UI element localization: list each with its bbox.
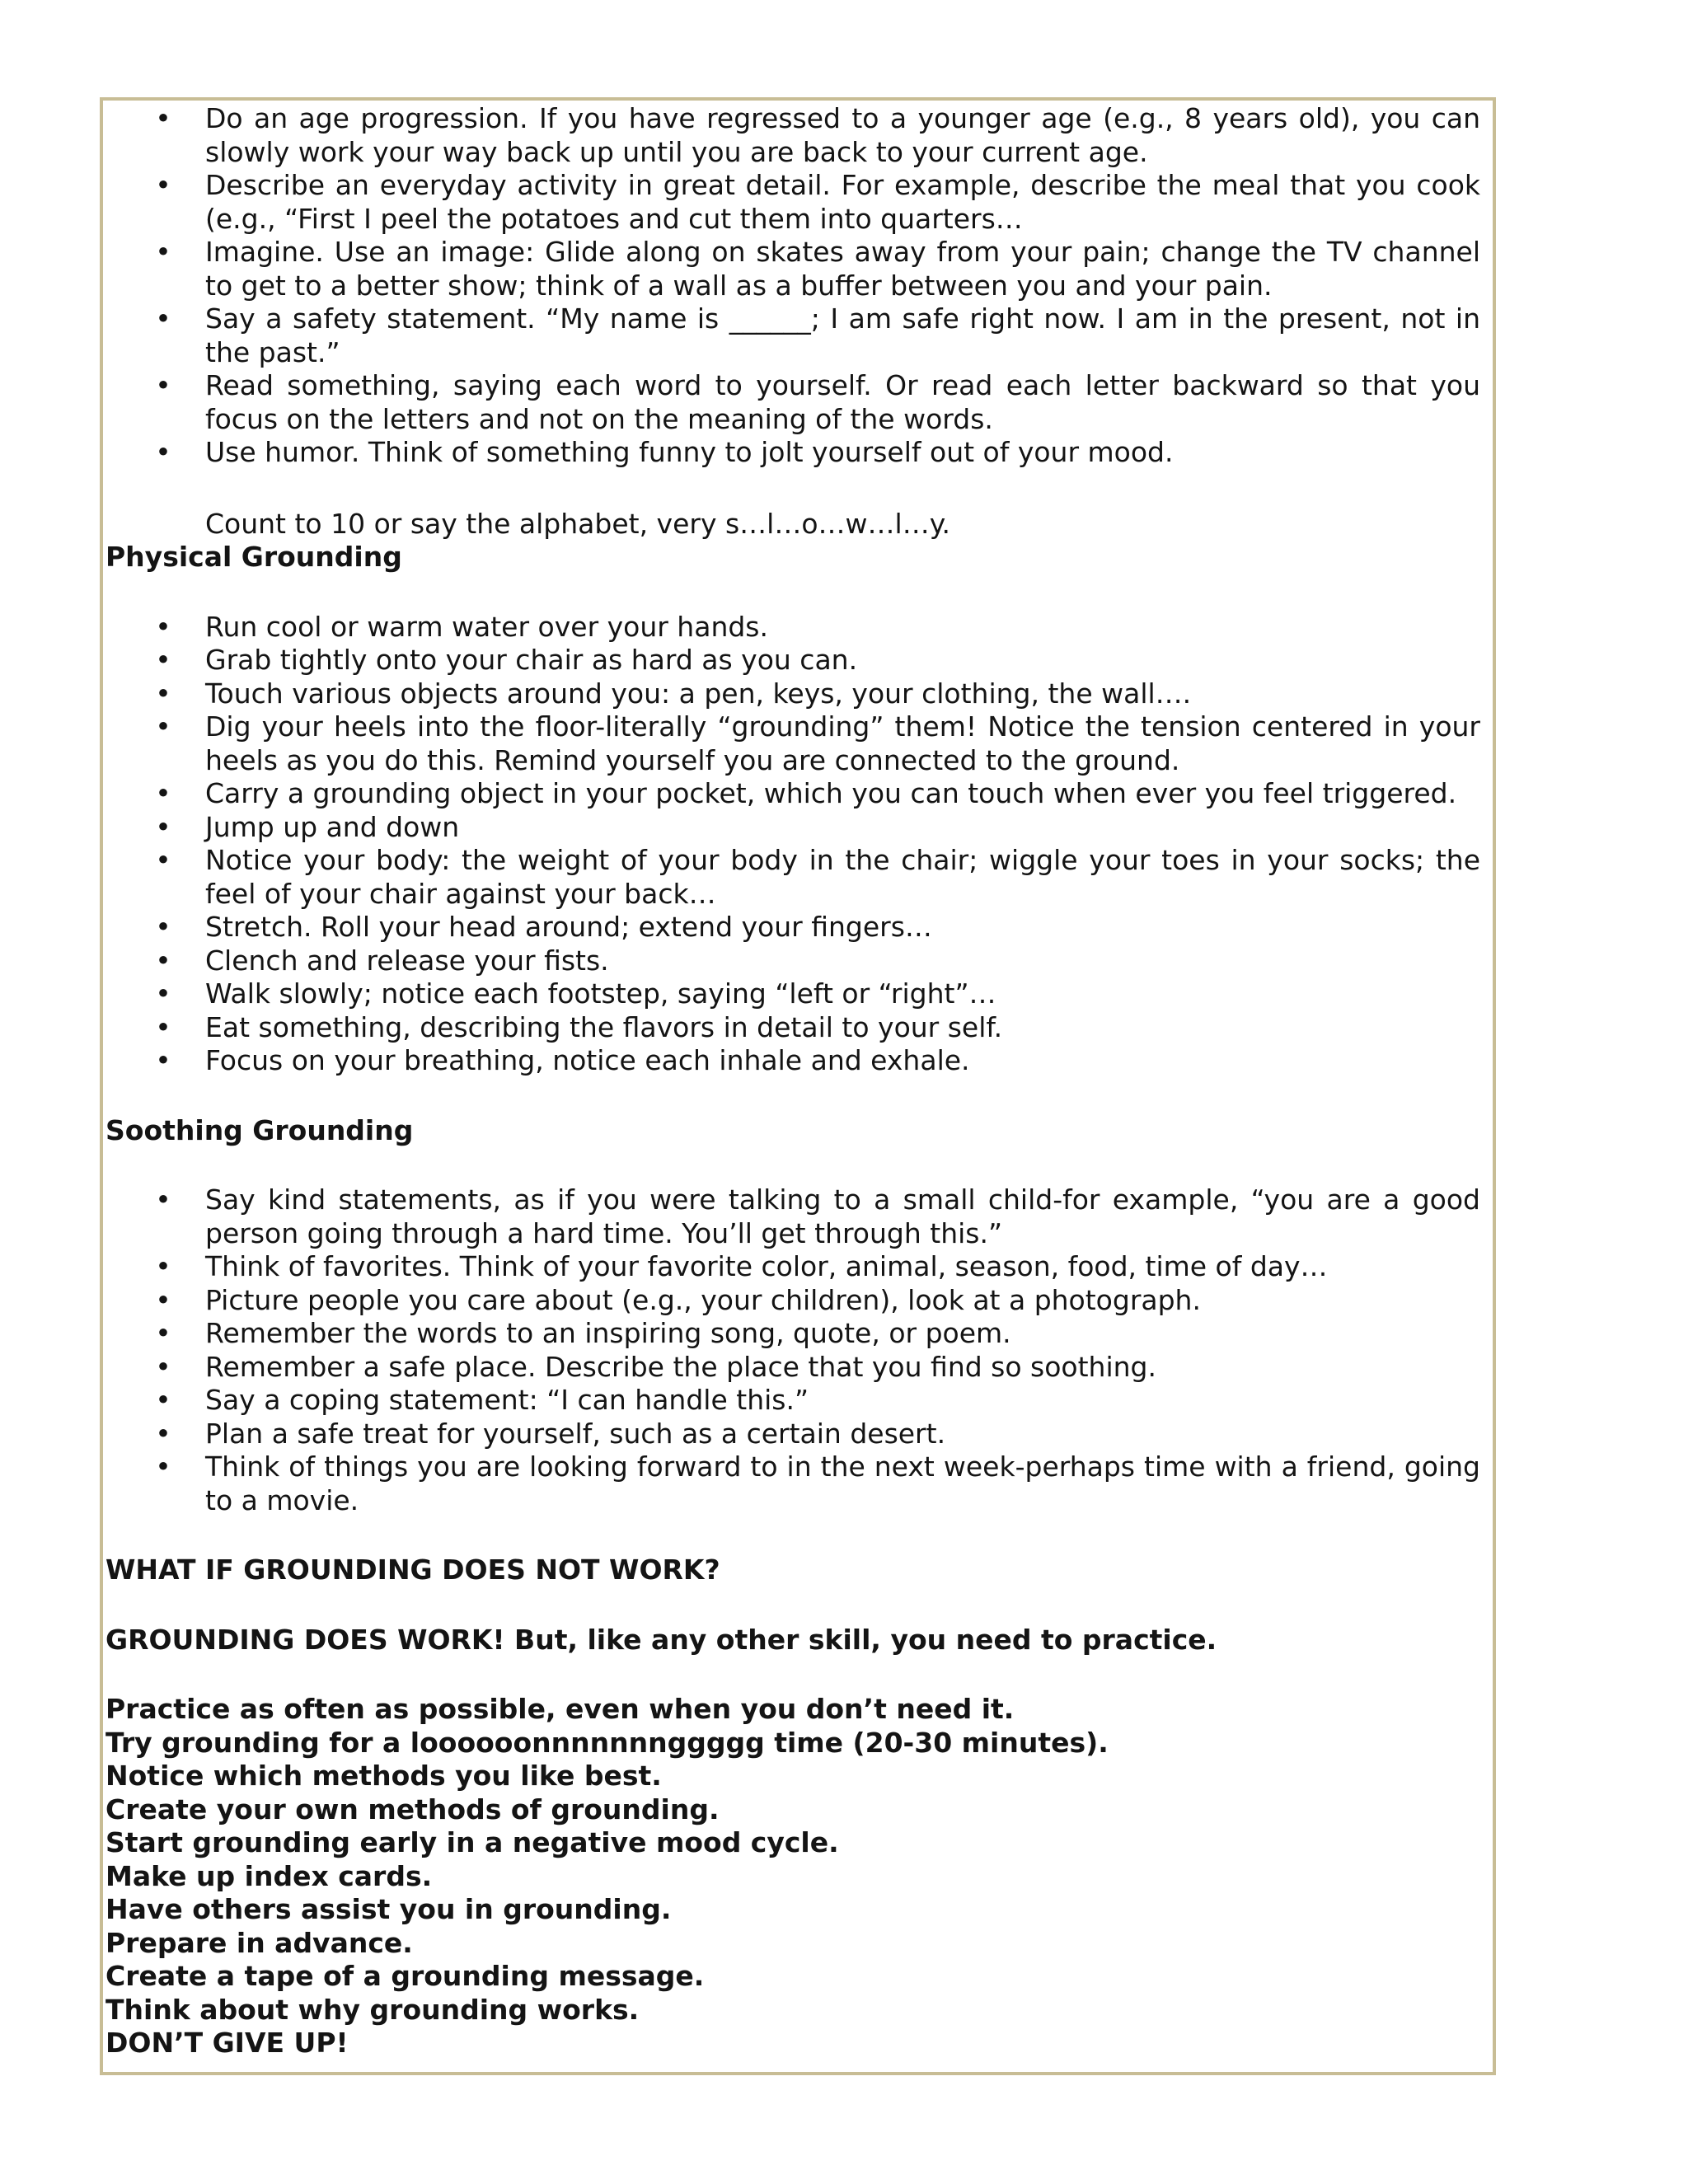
practice-tips [106,1693,1480,2060]
spacer [106,1078,1480,1114]
list-item: • Notice your body: the weight of your body in the chair; wiggle your toes in your socks; the feel of your chair against your back… [155,844,1480,910]
list-item: • Walk slowly; notice each footstep, saying “left or “right”… [155,977,996,1010]
count-line: Count to 10 or say the alphabet, very s…l…o…w…l…y. [205,507,951,540]
practice-tip: Notice which methods you like best. [106,1760,662,1792]
list-item: • Remember the words to an inspiring song, quote, or poem. [155,1317,1011,1349]
does-work-heading: GROUNDING DOES WORK! But, like any other skill, you need to practice. [106,1623,1217,1656]
list-item: • Say a safety statement. “My name is ______; I am safe right now. I am in the present, not in the past.” [155,302,1480,368]
spacer [106,1657,1480,1693]
bullet-icon: • [155,677,171,710]
list-item: • Remember a safe place. Describe the place that you find so soothing. [155,1350,1156,1383]
practice-tip: Prepare in advance. [106,1926,413,1959]
spacer [106,1587,1480,1624]
bullet-icon: • [155,977,171,1010]
practice-tip: Think about why grounding works. [106,1993,640,2026]
list-item: • Read something, saying each word to yourself. Or read each letter backward so that you focus on the letters and not on the meaning of the words. [155,369,1480,435]
bullet-icon: • [155,1183,171,1216]
bullet-icon: • [155,911,171,943]
list-item: • Focus on your breathing, notice each inhale and exhale. [155,1044,970,1076]
bullet-icon: • [155,1283,171,1316]
list-item: • Do an age progression. If you have regressed to a younger age (e.g., 8 years old), you can slowly work your way back up until you are back to your current age. [155,102,1480,168]
physical-grounding-list [106,611,1480,1078]
list-item: • Think of things you are looking forward to in the next week-perhaps time with a friend, going to a movie. [155,1451,1480,1516]
practice-tip: Start grounding early in a negative mood cycle. [106,1826,839,1858]
cognitive-grounding-list [106,102,1480,470]
list-item: • Run cool or warm water over your hands. [155,610,768,643]
bullet-icon: • [155,810,171,843]
bullet-icon: • [155,302,171,335]
bullet-icon: • [155,644,171,676]
bullet-icon: • [155,169,171,201]
bullet-icon: • [155,1044,171,1076]
practice-tip: Create your own methods of grounding. [106,1793,720,1825]
list-item: • Think of favorites. Think of your favorite color, animal, season, food, time of day… [155,1250,1328,1282]
spacer [106,574,1480,611]
soothing-grounding-list [106,1183,1480,1517]
document-body [106,102,1480,2060]
bullet-icon: • [155,1250,171,1282]
practice-tip: Try grounding for a loooooonnnnnnnggggg time (20-30 minutes). [106,1726,1109,1759]
list-item: • Imagine. Use an image: Glide along on skates away from your pain; change the TV channel to get to a better show; think of a wall as a buffer between you and your pain. [155,236,1480,302]
bullet-icon: • [155,1317,171,1349]
practice-tip: Practice as often as possible, even when you don’t need it. [106,1693,1015,1725]
list-item: • Carry a grounding object in your pocket, which you can touch when ever you feel triggered. [155,777,1457,809]
bullet-icon: • [155,844,171,876]
list-item: • Jump up and down [155,810,460,843]
practice-tip: Have others assist you in grounding. [106,1893,672,1925]
bullet-icon: • [155,1010,171,1043]
bullet-icon: • [155,1451,171,1483]
list-item: • Touch various objects around you: a pen, keys, your clothing, the wall…. [155,677,1192,710]
spacer [106,470,1480,508]
spacer [106,1517,1480,1554]
bullet-icon: • [155,777,171,809]
bullet-icon: • [155,610,171,643]
list-item: • Say a coping statement: “I can handle this.” [155,1384,809,1416]
list-item: • Use humor. Think of something funny to jolt yourself out of your mood. [155,436,1174,468]
spacer [106,1147,1480,1183]
list-item: • Dig your heels into the floor-literally “grounding” them! Notice the tension centered in your heels as you do this. Remind yourself you are connected to the ground. [155,710,1480,776]
what-if-heading: WHAT IF GROUNDING DOES NOT WORK? [106,1554,720,1586]
practice-tip: DON’T GIVE UP! [106,2027,349,2059]
practice-tip: Create a tape of a grounding message. [106,1960,705,1992]
list-item: • Say kind statements, as if you were talking to a small child-for example, “you are a good person going through a hard time. You’ll get through this.” [155,1183,1480,1249]
bullet-icon: • [155,1384,171,1416]
soothing-grounding-heading: Soothing Grounding [106,1113,414,1146]
list-item: • Picture people you care about (e.g., your children), look at a photograph. [155,1283,1201,1316]
bullet-icon: • [155,436,171,468]
bullet-icon: • [155,944,171,977]
list-item: • Clench and release your fists. [155,944,609,977]
list-item: • Stretch. Roll your head around; extend your fingers… [155,911,932,943]
bullet-icon: • [155,236,171,268]
bullet-icon: • [155,369,171,401]
bullet-icon: • [155,1350,171,1383]
bullet-icon: • [155,1417,171,1450]
practice-tip: Make up index cards. [106,1859,433,1892]
list-item: • Grab tightly onto your chair as hard as you can. [155,644,858,676]
bullet-icon: • [155,710,171,743]
list-item: • Eat something, describing the flavors in detail to your self. [155,1010,1003,1043]
physical-grounding-heading: Physical Grounding [106,541,402,573]
list-item: • Describe an everyday activity in great detail. For example, describe the meal that you cook (e.g., “First I peel the potatoes and cut them into quarters… [155,169,1480,235]
list-item: • Plan a safe treat for yourself, such as a certain desert. [155,1417,946,1450]
bullet-icon: • [155,102,171,134]
